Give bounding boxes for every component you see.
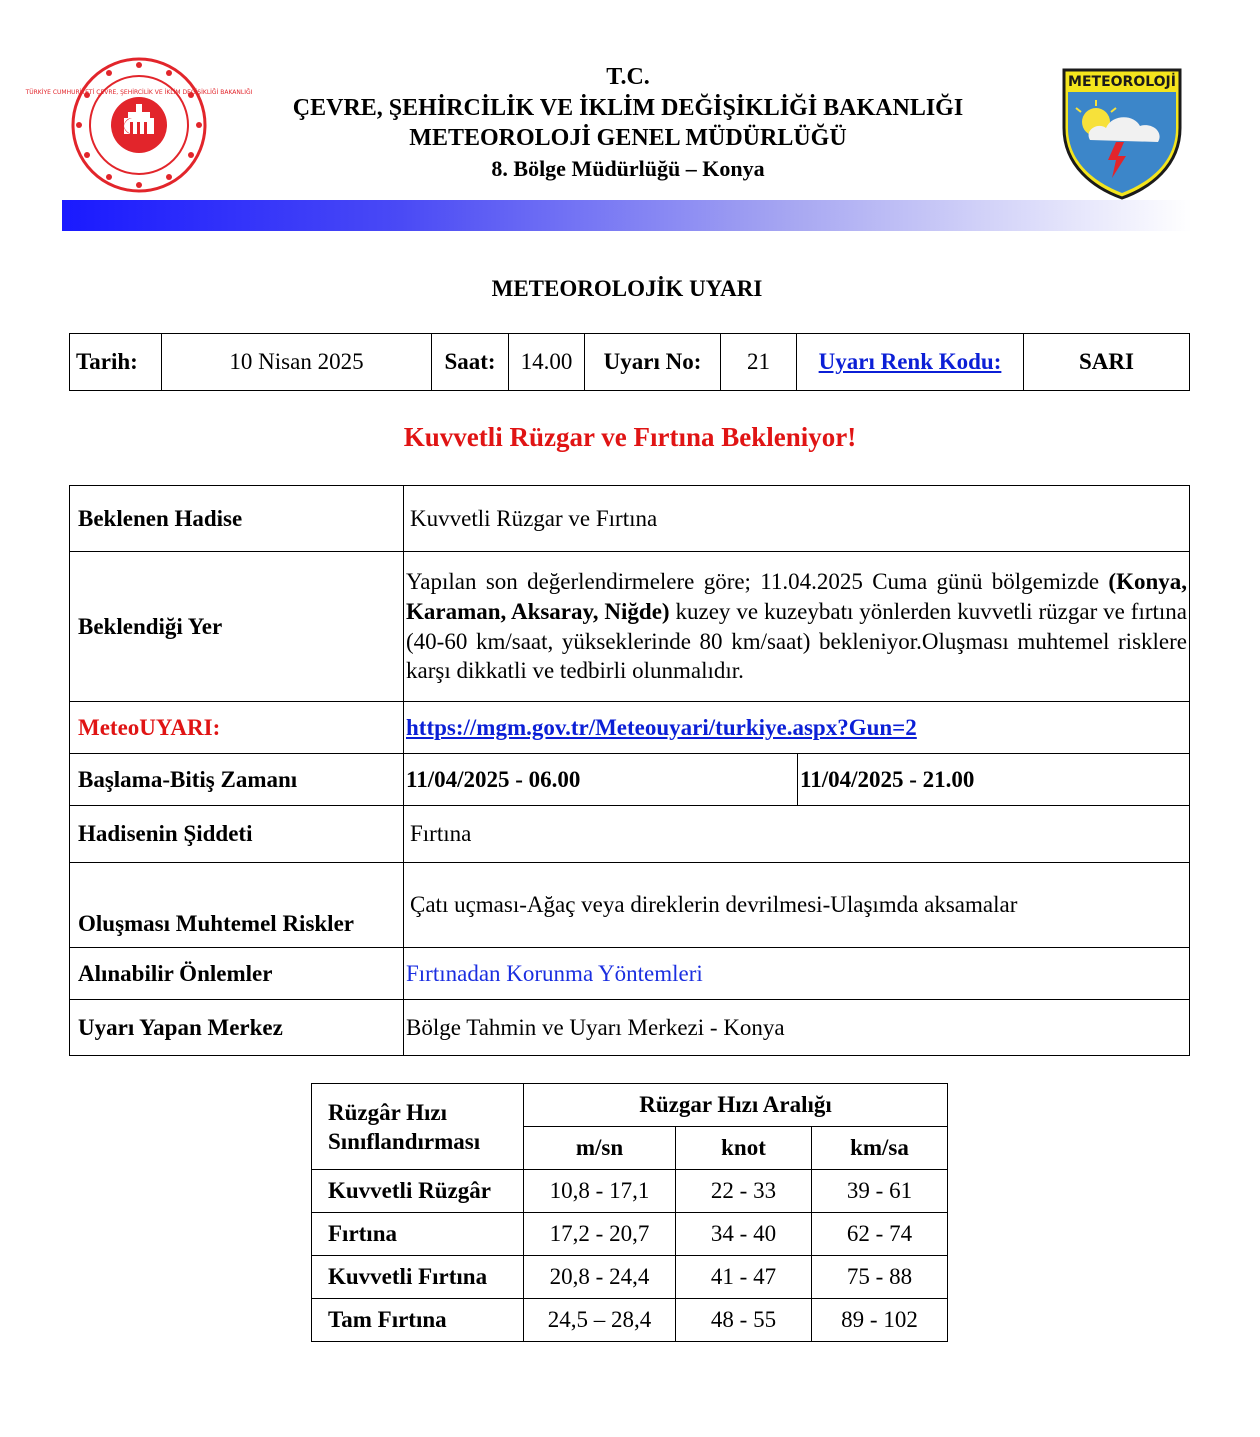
alert-headline: Kuvvetli Rüzgar ve Fırtına Bekleniyor!: [403, 422, 857, 452]
unit-knot-header: knot: [676, 1127, 812, 1170]
color-code-link[interactable]: Uyarı Renk Kodu:: [818, 349, 1002, 374]
wind-knot-value: 41 - 47: [676, 1256, 812, 1299]
place-provinces: (Konya, Karaman, Aksaray, Niğde): [406, 569, 1187, 624]
header-line-directorate: METEOROLOJİ GENEL MÜDÜRLÜĞÜ: [409, 125, 847, 151]
wind-class-name: Fırtına: [312, 1213, 524, 1256]
svg-text:TÜRKİYE CUMHURİYETİ ÇEVRE, ŞEH: TÜRKİYE CUMHURİYETİ ÇEVRE, ŞEHİRCİLİK VE İKLİM DEĞİŞİKLİĞİ BAKANLIĞI: [25, 89, 253, 96]
meteouyari-cell: [404, 702, 1190, 754]
time-label: Saat:: [432, 334, 509, 391]
place-description: Yapılan son değerlendirmelere göre; 11.04.2025 Cuma günü bölgemizde (Konya, Karaman, Aksaray, Niğde) kuzey ve kuzeybatı yönlerden kuvvetli rüzgar ve fırtına (40-60 km/saat, yükseklerinde 80 km/saat) bekleniyor.Oluşması muhtemel risklere karşı dikkatli ve tedbirli olunmalıdır.: [404, 552, 1190, 702]
wind-class-name: Tam Fırtına: [312, 1299, 524, 1342]
document-title: METEOROLOJİK UYARI: [491, 276, 763, 301]
date-value: 10 Nisan 2025: [162, 334, 432, 391]
risk-value: Çatı uçması-Ağaç veya direklerin devrilmesi-Ulaşımda aksamalar: [404, 863, 1190, 948]
unit-ms-header: m/sn: [524, 1127, 676, 1170]
table-row: [312, 1213, 948, 1256]
center-value: Bölge Tahmin ve Uyarı Merkezi - Konya: [404, 1000, 1190, 1056]
wind-ms-value: 20,8 - 24,4: [524, 1256, 676, 1299]
warning-details-table: [69, 485, 1190, 1056]
wind-range-header: Rüzgar Hızı Aralığı: [524, 1084, 948, 1127]
wind-knot-value: 22 - 33: [676, 1170, 812, 1213]
header-line-tc: T.C.: [606, 64, 650, 90]
header-line-ministry: ÇEVRE, ŞEHİRCİLİK VE İKLİM DEĞİŞİKLİĞİ BAKANLIĞI: [292, 94, 964, 121]
header-gradient-bar: [62, 200, 1192, 231]
date-label: Tarih:: [70, 334, 162, 391]
event-label: Beklenen Hadise: [70, 486, 404, 552]
table-row: [312, 1170, 948, 1213]
warning-info-table: [69, 333, 1190, 391]
wind-knot-value: 34 - 40: [676, 1213, 812, 1256]
wind-ms-value: 10,8 - 17,1: [524, 1170, 676, 1213]
wind-kmh-value: 39 - 61: [812, 1170, 948, 1213]
color-code-cell: [797, 334, 1024, 391]
place-label: Beklendiği Yer: [70, 552, 404, 702]
measures-link[interactable]: Fırtınadan Korunma Yöntemleri: [406, 960, 703, 986]
wind-knot-value: 48 - 55: [676, 1299, 812, 1342]
table-row: [312, 1256, 948, 1299]
measures-label: Alınabilir Önlemler: [70, 948, 404, 1000]
time-value: 14.00: [509, 334, 585, 391]
wind-class-name: Kuvvetli Rüzgâr: [312, 1170, 524, 1213]
start-time: 11/04/2025 - 06.00: [404, 754, 798, 806]
wind-class-header: Rüzgâr Hızı Sınıflandırması: [312, 1084, 524, 1170]
meteoroloji-logo: [1060, 66, 1184, 202]
wind-speed-table: [311, 1083, 948, 1342]
wind-class-name: Kuvvetli Fırtına: [312, 1256, 524, 1299]
measures-cell: [404, 948, 1190, 1000]
severity-value: Fırtına: [404, 806, 1190, 863]
event-value: Kuvvetli Rüzgar ve Fırtına: [404, 486, 1190, 552]
center-label: Uyarı Yapan Merkez: [70, 1000, 404, 1056]
header-line-region: 8. Bölge Müdürlüğü – Konya: [491, 155, 765, 181]
letterhead-text: [250, 62, 1006, 184]
wind-kmh-value: 75 - 88: [812, 1256, 948, 1299]
wind-kmh-value: 62 - 74: [812, 1213, 948, 1256]
risk-label: Oluşması Muhtemel Riskler: [70, 863, 404, 948]
unit-kmh-header: km/sa: [812, 1127, 948, 1170]
time-range-label: Başlama-Bitiş Zamanı: [70, 754, 404, 806]
severity-label: Hadisenin Şiddeti: [70, 806, 404, 863]
meteouyari-label: MeteoUYARI:: [70, 702, 404, 754]
letterhead: [0, 0, 1254, 240]
color-code-value: SARI: [1024, 334, 1190, 391]
warning-no-value: 21: [721, 334, 797, 391]
wind-kmh-value: 89 - 102: [812, 1299, 948, 1342]
table-row: [312, 1299, 948, 1342]
wind-ms-value: 17,2 - 20,7: [524, 1213, 676, 1256]
meteouyari-link[interactable]: https://mgm.gov.tr/Meteouyari/turkiye.aspx?Gun=2: [406, 714, 917, 740]
end-time: 11/04/2025 - 21.00: [798, 754, 1190, 806]
warning-no-label: Uyarı No:: [585, 334, 721, 391]
wind-ms-value: 24,5 – 28,4: [524, 1299, 676, 1342]
svg-text:METEOROLOJİ: METEOROLOJİ: [1068, 74, 1176, 90]
ministry-seal-logo: [25, 56, 253, 194]
